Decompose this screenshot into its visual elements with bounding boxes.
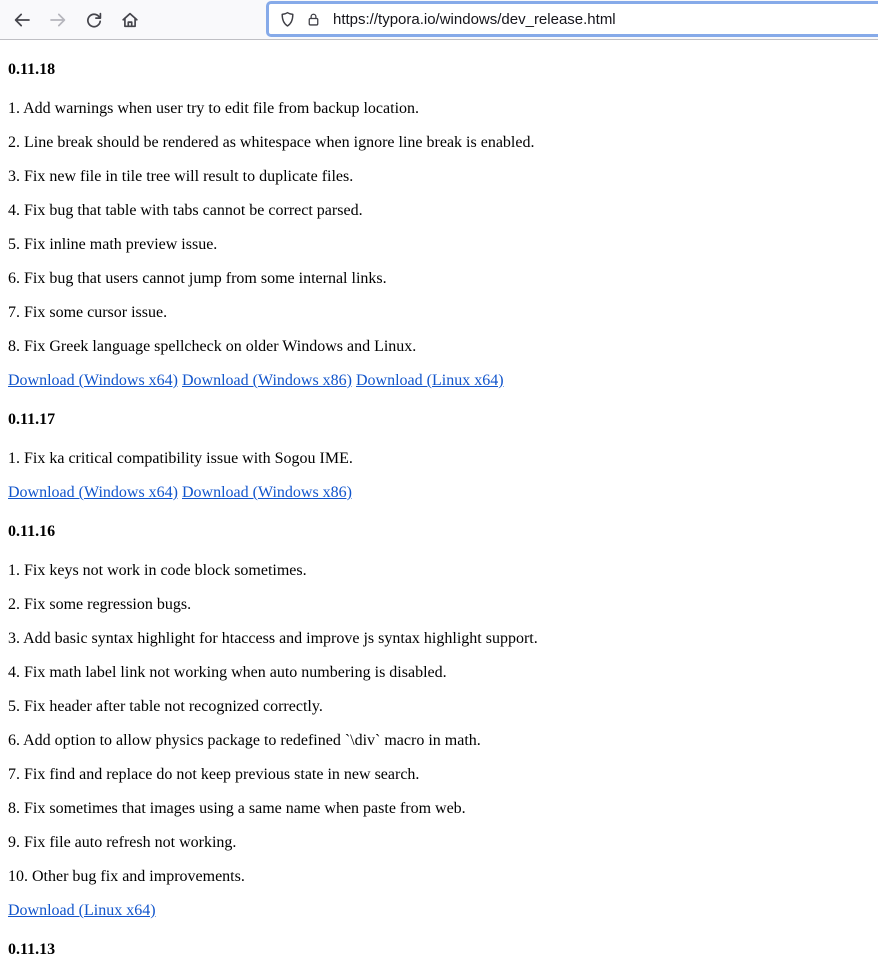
- browser-toolbar: [0, 0, 878, 40]
- release-note-item: 5. Fix header after table not recognized correctly.: [8, 698, 323, 715]
- home-icon: [120, 10, 140, 30]
- download-link[interactable]: Download (Linux x64): [356, 372, 504, 389]
- release-note-item: 2. Fix some regression bugs.: [8, 596, 192, 613]
- reload-button[interactable]: [78, 4, 110, 36]
- release-note-item: 10. Other bug fix and improvements.: [8, 868, 245, 885]
- download-link[interactable]: Download (Windows x86): [182, 372, 352, 389]
- release-note-item: 1. Add warnings when user try to edit file from backup location.: [8, 100, 420, 117]
- home-button[interactable]: [114, 4, 146, 36]
- download-link[interactable]: Download (Windows x64): [8, 484, 178, 501]
- padlock-button[interactable]: [305, 11, 322, 28]
- release-note-item: 3. Add basic syntax highlight for htaccess and improve js syntax highlight support.: [8, 630, 538, 647]
- download-links-row: [8, 902, 870, 920]
- version-heading: 0.11.13: [8, 941, 56, 958]
- lock-icon: [305, 11, 322, 28]
- release-note-item: 5. Fix inline math preview issue.: [8, 236, 218, 253]
- release-note-item: 1. Fix ka critical compatibility issue with Sogou IME.: [8, 450, 353, 467]
- release-note-item: 4. Fix bug that table with tabs cannot be correct parsed.: [8, 202, 363, 219]
- release-note-item: 2. Line break should be rendered as whitespace when ignore line break is enabled.: [8, 134, 535, 151]
- download-link[interactable]: Download (Windows x64): [8, 372, 178, 389]
- release-note-item: 4. Fix math label link not working when auto numbering is disabled.: [8, 664, 447, 681]
- release-notes-page: [0, 61, 878, 959]
- release-note-item: 9. Fix file auto refresh not working.: [8, 834, 237, 851]
- release-note-item: 6. Add option to allow physics package to redefined `\div` macro in math.: [8, 732, 481, 749]
- download-links-row: [8, 484, 870, 502]
- download-links-row: [8, 372, 870, 390]
- version-heading: 0.11.17: [8, 411, 56, 428]
- version-heading: 0.11.16: [8, 523, 56, 540]
- back-arrow-icon: [12, 10, 32, 30]
- download-link[interactable]: Download (Linux x64): [8, 902, 156, 919]
- back-button[interactable]: [6, 4, 38, 36]
- release-note-item: 8. Fix sometimes that images using a same name when paste from web.: [8, 800, 466, 817]
- release-note-item: 7. Fix find and replace do not keep previous state in new search.: [8, 766, 420, 783]
- url-text: https://typora.io/windows/dev_release.html: [333, 10, 616, 28]
- release-note-item: 3. Fix new file in tile tree will result to duplicate files.: [8, 168, 354, 185]
- reload-icon: [84, 10, 104, 30]
- release-note-item: 1. Fix keys not work in code block sometimes.: [8, 562, 307, 579]
- release-note-item: 7. Fix some cursor issue.: [8, 304, 168, 321]
- version-heading: 0.11.18: [8, 61, 56, 78]
- release-note-item: 6. Fix bug that users cannot jump from some internal links.: [8, 270, 387, 287]
- forward-arrow-icon: [48, 10, 68, 30]
- shield-button[interactable]: [278, 10, 297, 29]
- shield-icon: [278, 10, 297, 29]
- url-bar[interactable]: [266, 1, 878, 37]
- release-note-item: 8. Fix Greek language spellcheck on older Windows and Linux.: [8, 338, 417, 355]
- download-link[interactable]: Download (Windows x86): [182, 484, 352, 501]
- forward-button[interactable]: [42, 4, 74, 36]
